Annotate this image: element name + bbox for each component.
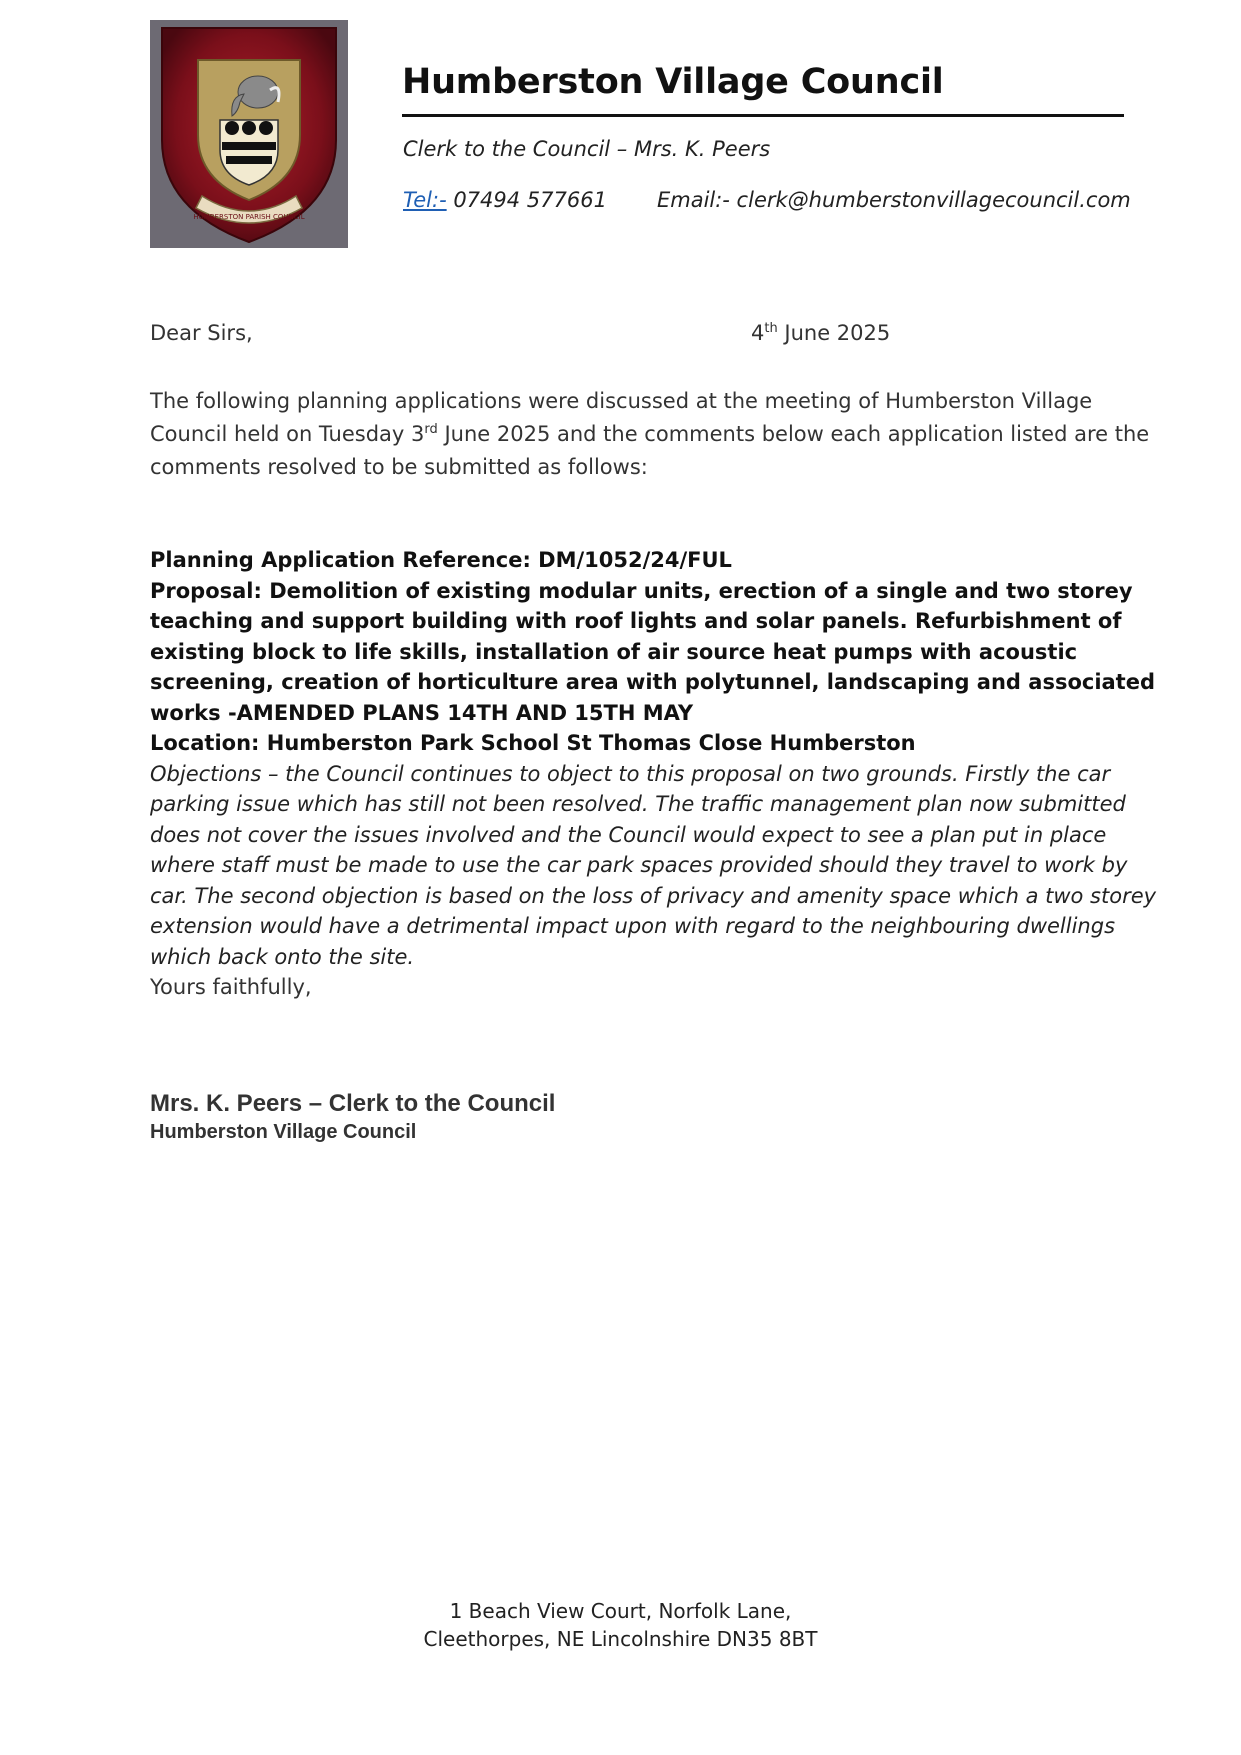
closing: Yours faithfully, [150,975,312,999]
tel-link[interactable]: Tel:- [403,188,447,212]
crest-motto: HUMBERSTON PARISH COUNCIL [193,213,305,221]
date-rest: June 2025 [777,321,891,345]
header-divider [402,114,1124,117]
council-name-heading: Humberston Village Council [402,62,944,102]
application-reference: Planning Application Reference: DM/1052/24/FUL [150,548,732,572]
footer-address [0,1597,1241,1653]
intro-text-1: The following planning applications were discussed at the meeting of Humberston Village Council held on Tuesday 3 [150,389,1093,446]
tel-number: 07494 577661 [446,188,607,212]
application-proposal: Proposal: Demolition of existing modular units, erection of a single and two storey teaching and support building with roof lights and solar panels. Refurbishment of existing block to life skills, installation of air source heat pumps with acoustic screening, creation of horticulture area with polytunnel, landscaping and associated works -AMENDED PLANS 14TH AND 15TH MAY [150,578,1155,725]
clerk-line: Clerk to the Council – Mrs. K. Peers [403,137,771,161]
intro-text-2: June 2025 and the comments below each application listed are the comments resolved to be submitted as follows: [150,422,1150,479]
email-address: Email:- clerk@humberstonvillagecouncil.com [656,188,1131,212]
signature-council: Humberston Village Council [150,1121,417,1143]
footer-address-line-1: 1 Beach View Court, Norfolk Lane, [449,1599,792,1623]
date-day: 4 [751,321,765,345]
crest-shield-icon [150,20,348,248]
salutation: Dear Sirs, [150,321,253,345]
letter-date [751,321,890,345]
signature-name: Mrs. K. Peers – Clerk to the Council [150,1090,556,1117]
date-suffix: th [764,321,778,336]
planning-application [150,545,1160,972]
application-location: Location: Humberston Park School St Thomas Close Humberston [150,731,916,755]
footer-address-line-2: Cleethorpes, NE Lincolnshire DN35 8BT [423,1627,818,1651]
intro-superscript: rd [424,422,438,437]
contact-line [403,188,1131,212]
council-crest-logo [150,20,348,248]
intro-paragraph [150,385,1150,484]
application-objection: Objections – the Council continues to object to this proposal on two grounds. Firstly the car parking issue which has still not been resolved. The traffic management plan now submitted does not cover the issues involved and the Council would expect to see a plan put in place where staff must be made to use the car park spaces provided should they travel to work by car. The second objection is based on the loss of privacy and amenity space which a two storey extension would have a detrimental impact upon with regard to the neighbouring dwellings which back onto the site. [150,761,1157,969]
